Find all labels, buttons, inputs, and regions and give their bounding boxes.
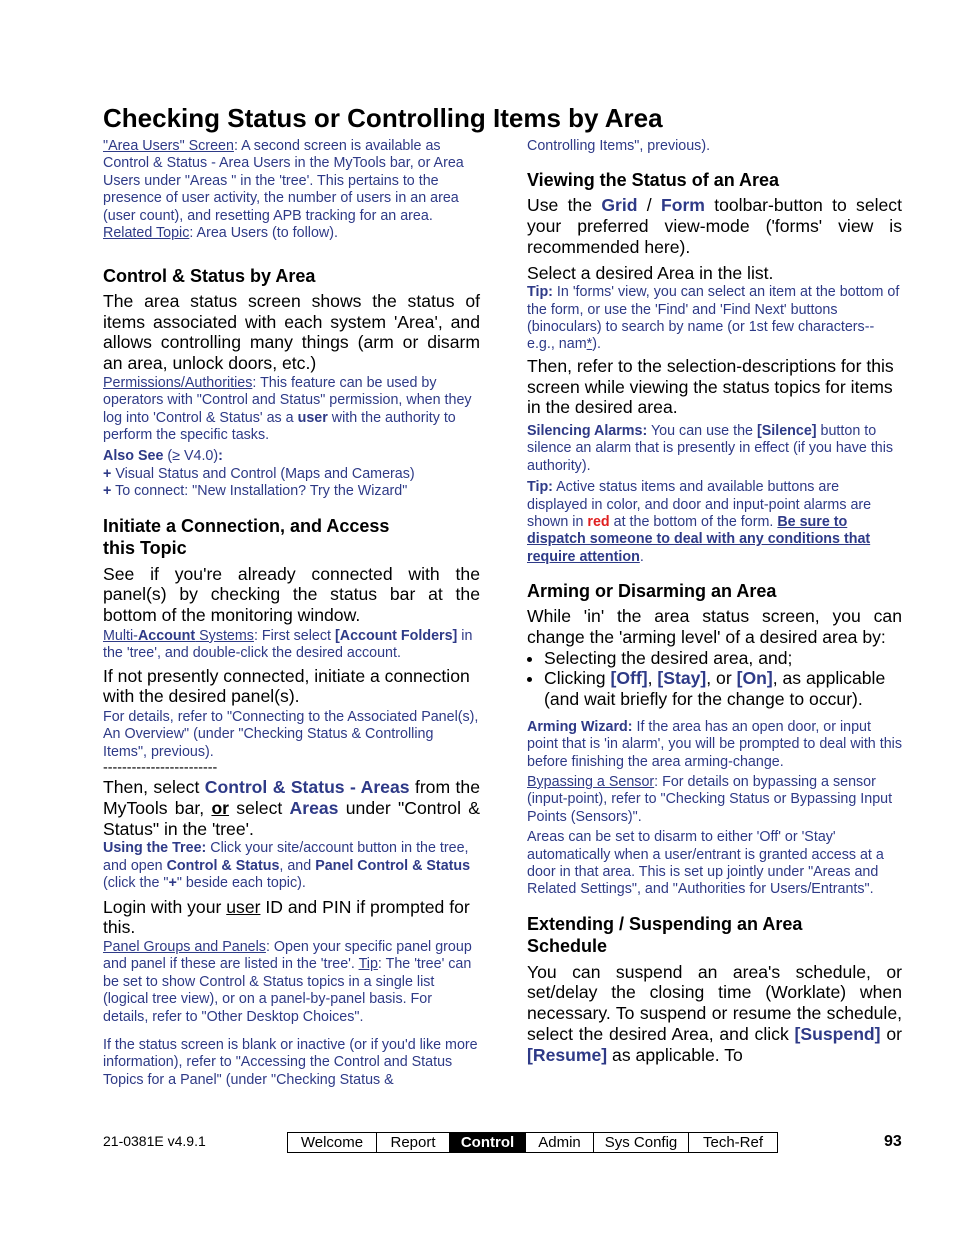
panel-groups-note: Panel Groups and Panels: Open your specific panel group and panel if these are listed in the 'tree'. Tip: The 'tree' can be set to show Control & Status topics in a single list (logical tree view), or on a panel-by-panel basis. For details, refer to "Other Desktop Choices". — [103, 938, 472, 1025]
silencing-alarms-note: Silencing Alarms: You can use the [Silence] button to silence an alarm that is presently in effect (if you have this authority). — [527, 422, 894, 474]
page-title: Checking Status or Controlling Items by Area — [103, 103, 663, 133]
see-connected-paragraph: See if you're already connected with the panel(s) by checking the status bar at the bottom of the monitoring window. — [103, 563, 480, 626]
auto-disarm-note: Areas can be set to disarm to either 'Off' or 'Stay' automatically when a user/entrant is granted access at a door in that area. This is set up jointly under "Areas and Related Settings", and "Authorities for Users/Entrants". — [527, 829, 884, 898]
tab-report[interactable]: Report — [377, 1133, 450, 1152]
continued-note: Controlling Items", previous). — [527, 138, 711, 154]
area-users-note: "Area Users" Screen: A second screen is available as Control & Status - Area Users in the MyTools bar, or Area Users under "Areas " in the 'tree'. This pertains to the presence of user activity, the number of users in an area (user count), and resetting APB tracking for an area. Related Topic: Area Users (to follow). — [103, 138, 464, 242]
document-id: 21-0381E v4.9.1 — [103, 1133, 206, 1149]
login-paragraph: Login with your user ID and PIN if prompted for this. — [103, 896, 470, 938]
tab-welcome[interactable]: Welcome — [288, 1133, 377, 1152]
tab-sys-config[interactable]: Sys Config — [594, 1133, 689, 1152]
use-grid-form-paragraph: Use the Grid / Form toolbar-button to select your preferred view-mode ('forms' view is recommended here). — [527, 195, 902, 257]
tab-admin[interactable]: Admin — [526, 1133, 594, 1152]
stay-button-ref: [Stay] — [657, 668, 707, 689]
arming-steps-list — [527, 648, 902, 710]
footer-nav-tabs — [287, 1132, 778, 1153]
tab-control[interactable]: Control — [450, 1133, 526, 1152]
permissions-note: Permissions/Authorities: This feature can be used by operators with "Control and Status" permission, when they log into 'Control & Status' as a user with the authority to perform the specific tasks. — [103, 374, 472, 444]
tab-tech-ref[interactable]: Tech-Ref — [702, 1134, 764, 1151]
using-tree-note: Using the Tree: Click your site/account button in the tree, and open Control & Status, and Panel Control & Status (click the "+" beside each topic). — [103, 840, 471, 892]
list-item: • Selecting the desired area, and; — [544, 648, 902, 669]
suspend-paragraph: You can suspend an area's schedule, or set/delay the closing time (Worklate) when necessary. To suspend or resume the schedule, select the desired Area, and click [Suspend] or [Resume] as applicable. To — [527, 961, 902, 1065]
if-not-connected-paragraph: If not presently connected, initiate a connection with the desired panel(s). — [103, 665, 470, 707]
left-column — [103, 138, 480, 1089]
arming-wizard-note: Arming Wizard: If the area has an open door, or input point that is 'in alarm', you will be prompted to deal with this before finishing the area arming-change. — [527, 718, 902, 770]
also-see-link-wizard[interactable]: To connect: "New Installation? Try the Wizard" — [111, 483, 408, 500]
tip-link[interactable]: Tip — [358, 956, 378, 973]
then-select-paragraph: Then, select Control & Status - Areas from the MyTools bar, or select Areas under "Control & Status" in the 'tree'. — [103, 777, 480, 839]
select-area-paragraph: Select a desired Area in the list. — [527, 262, 774, 283]
multi-account-link[interactable]: Multi-Account Systems — [103, 627, 254, 644]
bypass-sensor-link[interactable]: Bypassing a Sensor — [527, 773, 655, 790]
area-users-link[interactable]: "Area Users" Screen — [103, 138, 234, 154]
tip-forms-view: Tip: In 'forms' view, you can select an item at the bottom of the form, or use the 'Find' and 'Find Next' buttons (binoculars) to search by name (or 1st few characters--e.g., nam*). — [527, 284, 900, 353]
multi-account-note: Multi-Account Systems: First select [Account Folders] in the 'tree', and double-click the desired account. — [103, 627, 473, 662]
right-column — [527, 138, 902, 1065]
list-item: • Clicking [Off], [Stay], or [On], as applicable (and wait briefly for the change to occur). — [544, 668, 902, 709]
on-button-ref: [On] — [736, 668, 773, 689]
heading-extending-suspending: Extending / Suspending an Area Schedule — [527, 913, 803, 956]
blank-screen-note: If the status screen is blank or inactive (or if you'd like more information), refer to "Accessing the Control and Status Topics for a Panel" (under "Checking Status & — [103, 1036, 478, 1088]
form-button-ref: Form — [660, 195, 705, 216]
also-see: Also See (≥ V4.0): + Visual Status and Control (Maps and Cameras) + To connect: "New Installation? Try the Wizard" — [103, 448, 415, 500]
heading-viewing-status: Viewing the Status of an Area — [527, 170, 780, 191]
suspend-button-ref: [Suspend] — [794, 1023, 881, 1044]
while-in-paragraph: While 'in' the area status screen, you can change the 'arming level' of a desired area by: — [527, 606, 902, 647]
related-topic-link[interactable]: Related Topic — [103, 225, 190, 242]
resume-button-ref: [Resume] — [527, 1044, 608, 1065]
heading-initiate-connection: Initiate a Connection, and Access this Topic — [103, 515, 390, 558]
refer-selection-paragraph: Then, refer to the selection-descriptions for this screen while viewing the status topics for items in the desired area. — [527, 355, 894, 418]
details-note: For details, refer to "Connecting to the Associated Panel(s), An Overview" (under "Checking Status & Controlling Items", previous). — [103, 708, 479, 760]
control-status-paragraph: The area status screen shows the status of items associated with each system 'Area', and allows controlling many things (arm or disarm an area, unlock doors, etc.) — [103, 291, 480, 374]
also-see-link-maps[interactable]: Visual Status and Control (Maps and Cameras) — [111, 465, 415, 482]
panel-groups-link[interactable]: Panel Groups and Panels — [103, 938, 266, 955]
grid-button-ref: Grid — [601, 195, 638, 216]
separator-dashes: ------------------------ — [103, 760, 218, 777]
permissions-link[interactable]: Permissions/Authorities — [103, 374, 253, 391]
heading-control-status: Control & Status by Area — [103, 266, 316, 286]
bypass-sensor-note: Bypassing a Sensor: For details on bypassing a sensor (input-point), refer to "Checking Status or Bypassing Input Points (Sensors)". — [527, 773, 893, 825]
heading-arming: Arming or Disarming an Area — [527, 581, 777, 602]
page-number: 93 — [884, 1133, 902, 1150]
tip-active-status: Tip: Active status items and available buttons are displayed in color, and door and input-point alarms are shown in red at the bottom of the form. Be sure to dispatch someone to deal with any conditions that require attention. — [527, 479, 872, 565]
off-button-ref: [Off] — [610, 668, 648, 689]
control-status-areas-link: Control & Status - Areas — [204, 777, 410, 798]
